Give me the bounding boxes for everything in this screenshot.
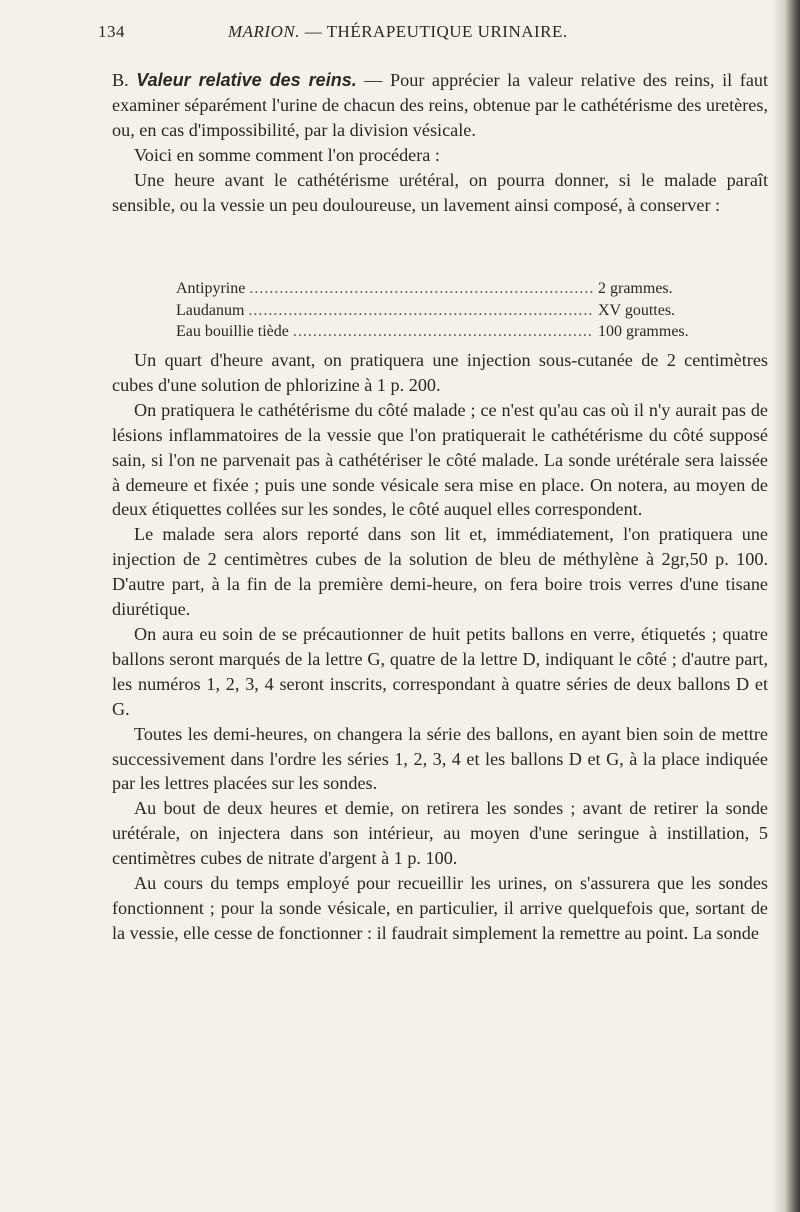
ingredient-name: Eau bouillie tiède — [176, 323, 289, 340]
paragraph: Au cours du temps employé pour recueillir les urines, on s'assurera que les sondes fonctionnent ; pour la sonde vésicale, en particulier, il arrive quelquefois que, sortant de la vessie, elle cesse de fonctionner : il faudrait simplement la remettre au point. La sonde — [112, 873, 768, 943]
dot-leader — [249, 278, 594, 300]
section-title: Valeur relative des reins. — [136, 70, 357, 90]
ingredient-name: Laudanum — [176, 301, 245, 319]
paragraph: Au bout de deux heures et demie, on retirera les sondes ; avant de retirer la sonde urétérale, on injectera dans son intérieur, au moyen d'une seringue à instillation, 5 centimètres cubes de nitrate d'argent à 1 p. 100. — [112, 798, 768, 869]
paragraph: Voici en somme comment l'on procédera : — [134, 144, 440, 165]
recipe-row — [176, 300, 736, 322]
paragraph: On pratiquera le cathétérisme du côté malade ; ce n'est qu'au cas où il n'y aurait pas de lésions inflammatoires de la vessie que l'on pratiquerait le cathétérisme du côté supposé sain, si l'on ne parvenait pas à cathétériser le côté malade. La sonde urétérale sera laissée à demeure et fixée ; puis une sonde vésicale sera mise en place. On notera, au moyen de deux étiquettes collées sur les sondes, le côté auquel elles correspondent. — [112, 399, 768, 520]
ingredient-quantity: XV gouttes. — [598, 301, 676, 319]
running-title — [228, 22, 568, 42]
header-author: MARION. — [228, 22, 300, 41]
ingredient-quantity: 2 grammes. — [598, 280, 673, 297]
section-paragraph — [112, 68, 768, 143]
section-intro: — Pour apprécier la valeur relative des reins, il faut examiner séparément l'urine de chacun des reins, obtenue par le cathétérisme des uretères, ou, en cas d'impossibilité, par la division vésicale. — [112, 70, 769, 140]
recipe-list — [176, 278, 736, 343]
page-edge-shadow — [772, 0, 800, 1212]
paragraph: Une heure avant le cathétérisme urétéral, on pourra donner, si le malade paraît sensible, ou la vessie un peu douloureuse, un lavement ainsi composé, à conserver : — [112, 169, 768, 215]
page-number: 134 — [98, 22, 125, 41]
recipe-row — [176, 278, 736, 300]
dot-leader — [248, 300, 594, 322]
header-title: — THÉRAPEUTIQUE URINAIRE. — [304, 22, 568, 41]
paragraph: Un quart d'heure avant, on pratiquera une injection sous-cutanée de 2 centimètres cubes d'une solution de phlorizine à 1 p. 200. — [112, 350, 768, 395]
paragraph: Le malade sera alors reporté dans son lit et, immédiatement, l'on pratiquera une injection de 2 centimètres cubes de la solution de bleu de méthylène à 2gr,50 p. 100. D'autre part, à la fin de la première demi-heure, on fera boire trois verres d'une tisane diurétique. — [112, 524, 768, 620]
text-block-top — [112, 68, 768, 217]
section-marker: B. — [112, 70, 129, 90]
running-header — [98, 22, 738, 52]
paragraph: Toutes les demi-heures, on changera la série des ballons, en ayant bien soin de mettre successivement dans l'ordre les séries 1, 2, 3, 4 et les ballons D et G, à la place indiquée par les lettres placées sur les sondes. — [112, 723, 768, 794]
ingredient-quantity: 100 grammes. — [598, 323, 689, 340]
recipe-row — [176, 321, 736, 343]
text-block-main — [112, 348, 768, 946]
dot-leader — [293, 321, 594, 343]
ingredient-name: Antipyrine — [176, 280, 246, 297]
paragraph: On aura eu soin de se précautionner de huit petits ballons en verre, étiquetés ; quatre ballons seront marqués de la lettre G, quatre de la lettre D, indiquant le côté ; d'autre part, les numéros 1, 2, 3, 4 seront inscrits, correspondant à quatre séries de deux ballons D et G. — [112, 623, 768, 719]
